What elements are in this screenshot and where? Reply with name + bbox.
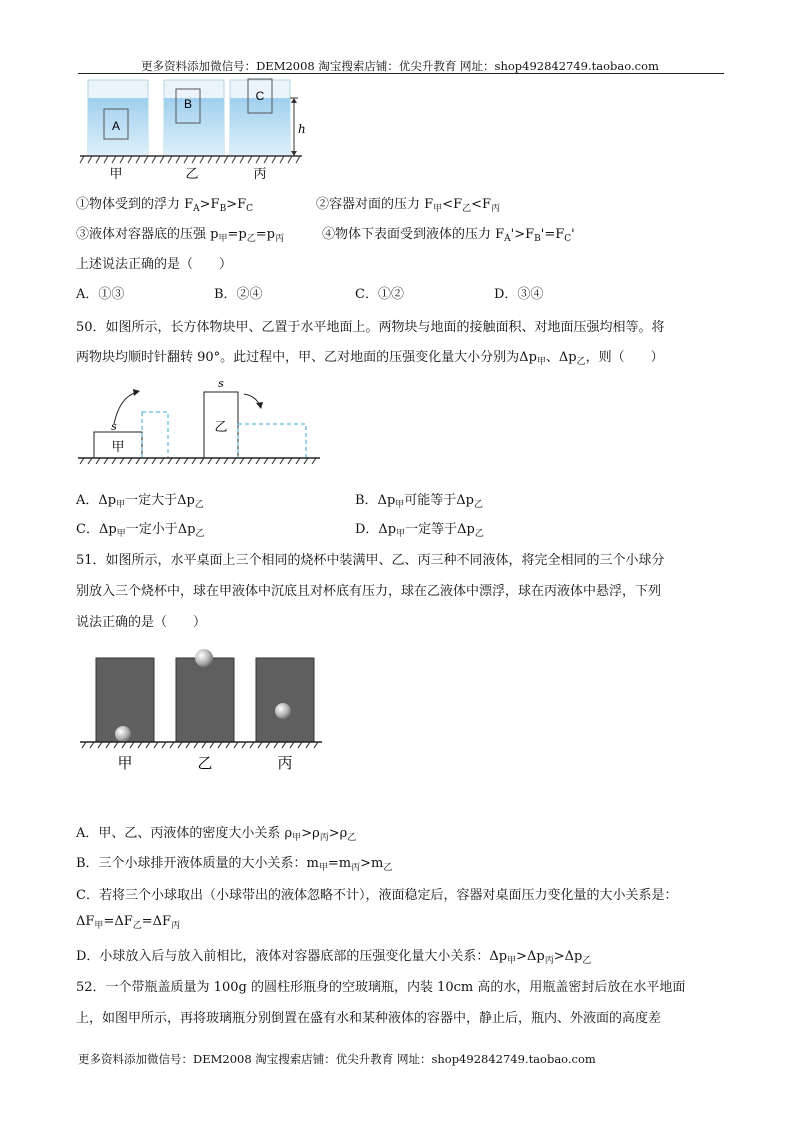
beaker-yi [176,658,234,742]
q50-option-d: D．$\Delta p_甲$一定等于$\Delta p_乙$ [355,522,484,539]
block-yi-rotated [238,424,306,458]
h-label: h [298,122,306,136]
q50-option-a: A．$\Delta p_甲$一定大于$\Delta p_乙$ [76,493,204,510]
balls-figure [76,646,326,776]
beaker-label-bing: 丙 [277,754,293,772]
q49-statement-2: ②容器对面的压力 $F_甲<F_乙<F_丙$ [316,197,501,214]
q49-statement-3: ③液体对容器底的压强 $p_甲=p_乙=p_丙$ [76,227,284,244]
block-yi-s-label: s [218,377,224,390]
liquid-yi [164,98,224,156]
ball-yi [195,649,213,667]
block-yi-label: 乙 [214,420,228,435]
q50-stem-line-1: 50．如图所示，长方体物块甲、乙置于水平地面上。两物块与地面的接触面积、对地面压强均相等。将 [76,320,665,335]
beaker-label-jia: 甲 [109,167,123,182]
q49-option-a: A．①③ [76,287,125,302]
q49-statement-4: ④物体下表面受到液体的压力 $F_A'>F_B'=F_C'$ [322,227,575,244]
ball-bing [275,703,291,719]
q50-option-c: C．$\Delta p_甲$一定小于$\Delta p_乙$ [76,522,205,539]
beakers-figure [76,76,316,186]
q51-option-d: D．小球放入后与放入前相比，液体对容器底部的压强变化量大小关系：$\Delta p_甲>\Delta p_丙>\Delta p_乙$ [76,949,592,966]
q49-prompt: 上述说法正确的是（ ） [76,257,233,272]
header-divider [78,73,724,74]
q49-option-c: C．①② [355,287,404,302]
page-footer: 更多资料添加微信号：DEM2008 淘宝搜索店铺：优尖升教育 网址：shop492842749.taobao.com [78,1052,596,1066]
q52-stem-line-2: 上，如图甲所示，再将玻璃瓶分别倒置在盛有水和某种液体的容器中，静止后，瓶内、外液面的高度差 [76,1011,662,1026]
block-jia-label: 甲 [111,440,125,455]
q49-option-b: B．②④ [214,287,263,302]
beaker-bing [256,658,314,742]
block-jia-rotated [142,412,168,458]
q51-option-c-line-2: $\Delta F_甲=\Delta F_乙=\Delta F_丙$ [76,914,181,931]
page-header: 更多资料添加微信号：DEM2008 淘宝搜索店铺：优尖升教育 网址：shop492842749.taobao.com [141,59,659,73]
block-c-label: C [255,89,265,103]
beaker-label-bing: 丙 [253,167,267,182]
q51-option-b: B．三个小球排开液体质量的大小关系：$m_甲=m_丙>m_乙$ [76,856,393,873]
beaker-label-jia: 甲 [117,754,133,772]
liquid-bing [230,98,290,156]
q51-stem-line-1: 51．如图所示，水平桌面上三个相同的烧杯中装满甲、乙、丙三种不同液体，将完全相同的三个小球分 [76,553,665,568]
q51-option-c-line-1: C．若将三个小球取出（小球带出的液体忽略不计），液面稳定后，容器对桌面压力变化量的大小关系是： [76,888,678,903]
block-jia-s-label: s [111,420,117,433]
q50-option-b: B．$\Delta p_甲$可能等于$\Delta p_乙$ [355,493,484,510]
q49-option-d: D．③④ [494,287,544,302]
q52-stem-line-1: 52．一个带瓶盖质量为 100g 的圆柱形瓶身的空玻璃瓶，内装 10cm 高的水，用瓶盖密封后放在水平地面 [76,980,686,995]
beaker-label-yi: 乙 [185,167,199,182]
q51-stem-line-2: 别放入三个烧杯中，球在甲液体中沉底且对杯底有压力，球在乙液体中漂浮，球在丙液体中悬浮，下列 [76,584,662,599]
ball-jia [115,726,131,742]
q49-statement-1: ①物体受到的浮力 $F_A>F_B>F_C$ [76,197,254,214]
q50-stem-line-2: 两物块均顺时针翻转 90°。此过程中，甲、乙对地面的压强变化量大小分别为$\Delta p_甲$、$\Delta p_乙$，则（ ） [76,350,664,367]
beaker-label-yi: 乙 [197,754,213,772]
q51-option-a: A．甲、乙、丙液体的密度大小关系 $\rho_甲>\rho_丙>\rho_乙$ [76,826,357,843]
block-a-label: A [111,119,121,133]
block-b-label: B [183,97,193,111]
q51-stem-line-3: 说法正确的是（ ） [76,615,207,630]
blocks-figure [76,374,326,470]
